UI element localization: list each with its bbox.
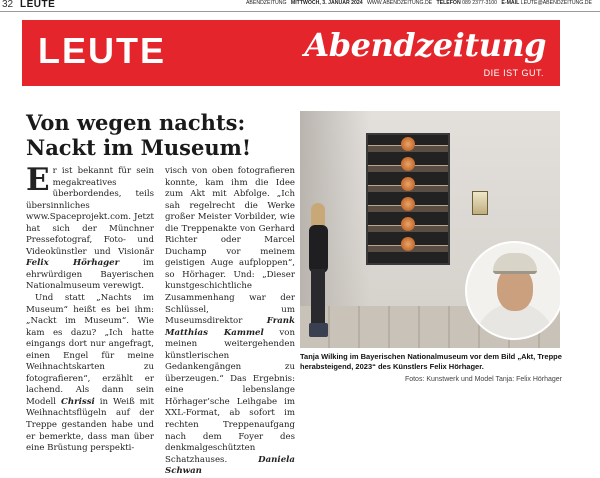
model-boots — [309, 323, 328, 337]
section-banner — [22, 20, 560, 86]
body-text: von meinen weitergehenden künstlerischen Gedankengängen zu überzeugen.“ Das Ergebnis: eine lebenslange Hörhager’sche Leihgabe im XXL-Format, ab sofort im rechten Treppenaufgang nach dem Foyer des denkmalgeschützten Schatzhauses. — [165, 327, 295, 465]
paragraph-3 — [165, 166, 295, 478]
body-text: visch von oben fotografieren konnte, kam ihm die Idee zum Akt mit Abfolge. „Ich sah regelrecht die Werke großer Meister Vorbilder, wie die Treppenakte von Gerhard Richter oder Marcel Duchamp vor meinem geistigen Auge aufploppen“, so Hörhager. Und: „Dieser kunstgeschichtliche Zusammenhang war der Schlüssel, um Museumsdirektor — [165, 166, 295, 327]
body-text: r ist bekannt für sein megakreatives überbordendes, teils übersinnliches www.Spaceprojekt.com. Jetzt hat sich der Münchner Pressefotograf, Foto- und Videokünstler und Visionär — [26, 166, 154, 257]
email-label: E-MAIL — [501, 0, 520, 6]
publication-name: ABENDZEITUNG — [245, 0, 287, 6]
page-number: 32 — [2, 0, 14, 10]
model-torso — [309, 225, 328, 273]
figure-silhouette — [401, 217, 415, 231]
page-meta-bar — [0, 0, 600, 12]
figure-silhouette — [401, 237, 415, 251]
figure-silhouette — [401, 157, 415, 171]
article-column-2 — [165, 166, 295, 478]
body-text: im ehrwürdigen Bayerischen Nationalmuseum verewigt. — [26, 258, 154, 292]
model-legs — [311, 269, 325, 327]
section-label: LEUTE — [20, 0, 56, 10]
section-title: LEUTE — [38, 30, 167, 71]
photo-credit: Fotos: Kunstwerk und Model Tanja: Felix Hörhager — [404, 376, 562, 383]
article-column-1 — [26, 162, 154, 455]
person-name: Chrissi — [61, 396, 95, 407]
header-meta-info — [246, 0, 592, 6]
artist-portrait-inset — [465, 241, 560, 340]
staircase-artwork — [366, 133, 450, 265]
paragraph-2 — [26, 293, 154, 455]
figure-silhouette — [401, 197, 415, 211]
issue-date: MITTWOCH, 3. JANUAR 2024 — [290, 0, 363, 6]
wall-lamp — [472, 191, 488, 215]
brand-logo: Abendzeitung — [304, 26, 546, 64]
article-headline — [26, 110, 296, 160]
drop-cap: E — [26, 162, 50, 198]
figure-silhouette — [401, 177, 415, 191]
paragraph-1 — [26, 162, 154, 293]
headline-line-2: Nackt im Museum! — [26, 135, 252, 160]
article-photo — [300, 111, 560, 348]
author-signature: Daniela Schwan — [165, 454, 295, 477]
photo-caption: Tanja Wilking im Bayerischen Nationalmuseum vor dem Bild „Akt, Treppe herabsteigend, 2023“ des Künstlers Felix Hörhager. — [300, 352, 562, 371]
portrait-cap — [493, 253, 537, 274]
brand-slogan: DIE IST GUT. — [483, 68, 544, 78]
phone-label: TELEFON — [436, 0, 461, 6]
headline-line-1: Von wegen nachts: — [26, 110, 246, 135]
phone-number: 089 2377-3100 — [462, 0, 498, 6]
body-text: in Weiß mit Weihnachtsflügeln auf der Treppe gestanden habe und er bemerkte, dass man über eine Brüstung perspekti- — [26, 396, 154, 454]
website-link[interactable]: WWW.ABENDZEITUNG.DE — [367, 0, 433, 6]
body-text: Und statt „Nachts im Museum“ heißt es bei ihm: „Nackt im Museum“. Wie kam es dazu? „Ich hatte eingangs dort nur angefragt, einen Engel für meine Weihnachtskarten zu fotografieren“, erzählt er lachend. Als dann sein Modell — [26, 293, 154, 407]
person-name: Felix Hörhager — [26, 258, 120, 269]
figure-silhouette — [401, 137, 415, 151]
email-address[interactable]: LEUTE@ABENDZEITUNG.DE — [520, 0, 592, 6]
person-name: Frank Matthias Kammel — [165, 316, 295, 338]
model-figure — [304, 203, 332, 343]
